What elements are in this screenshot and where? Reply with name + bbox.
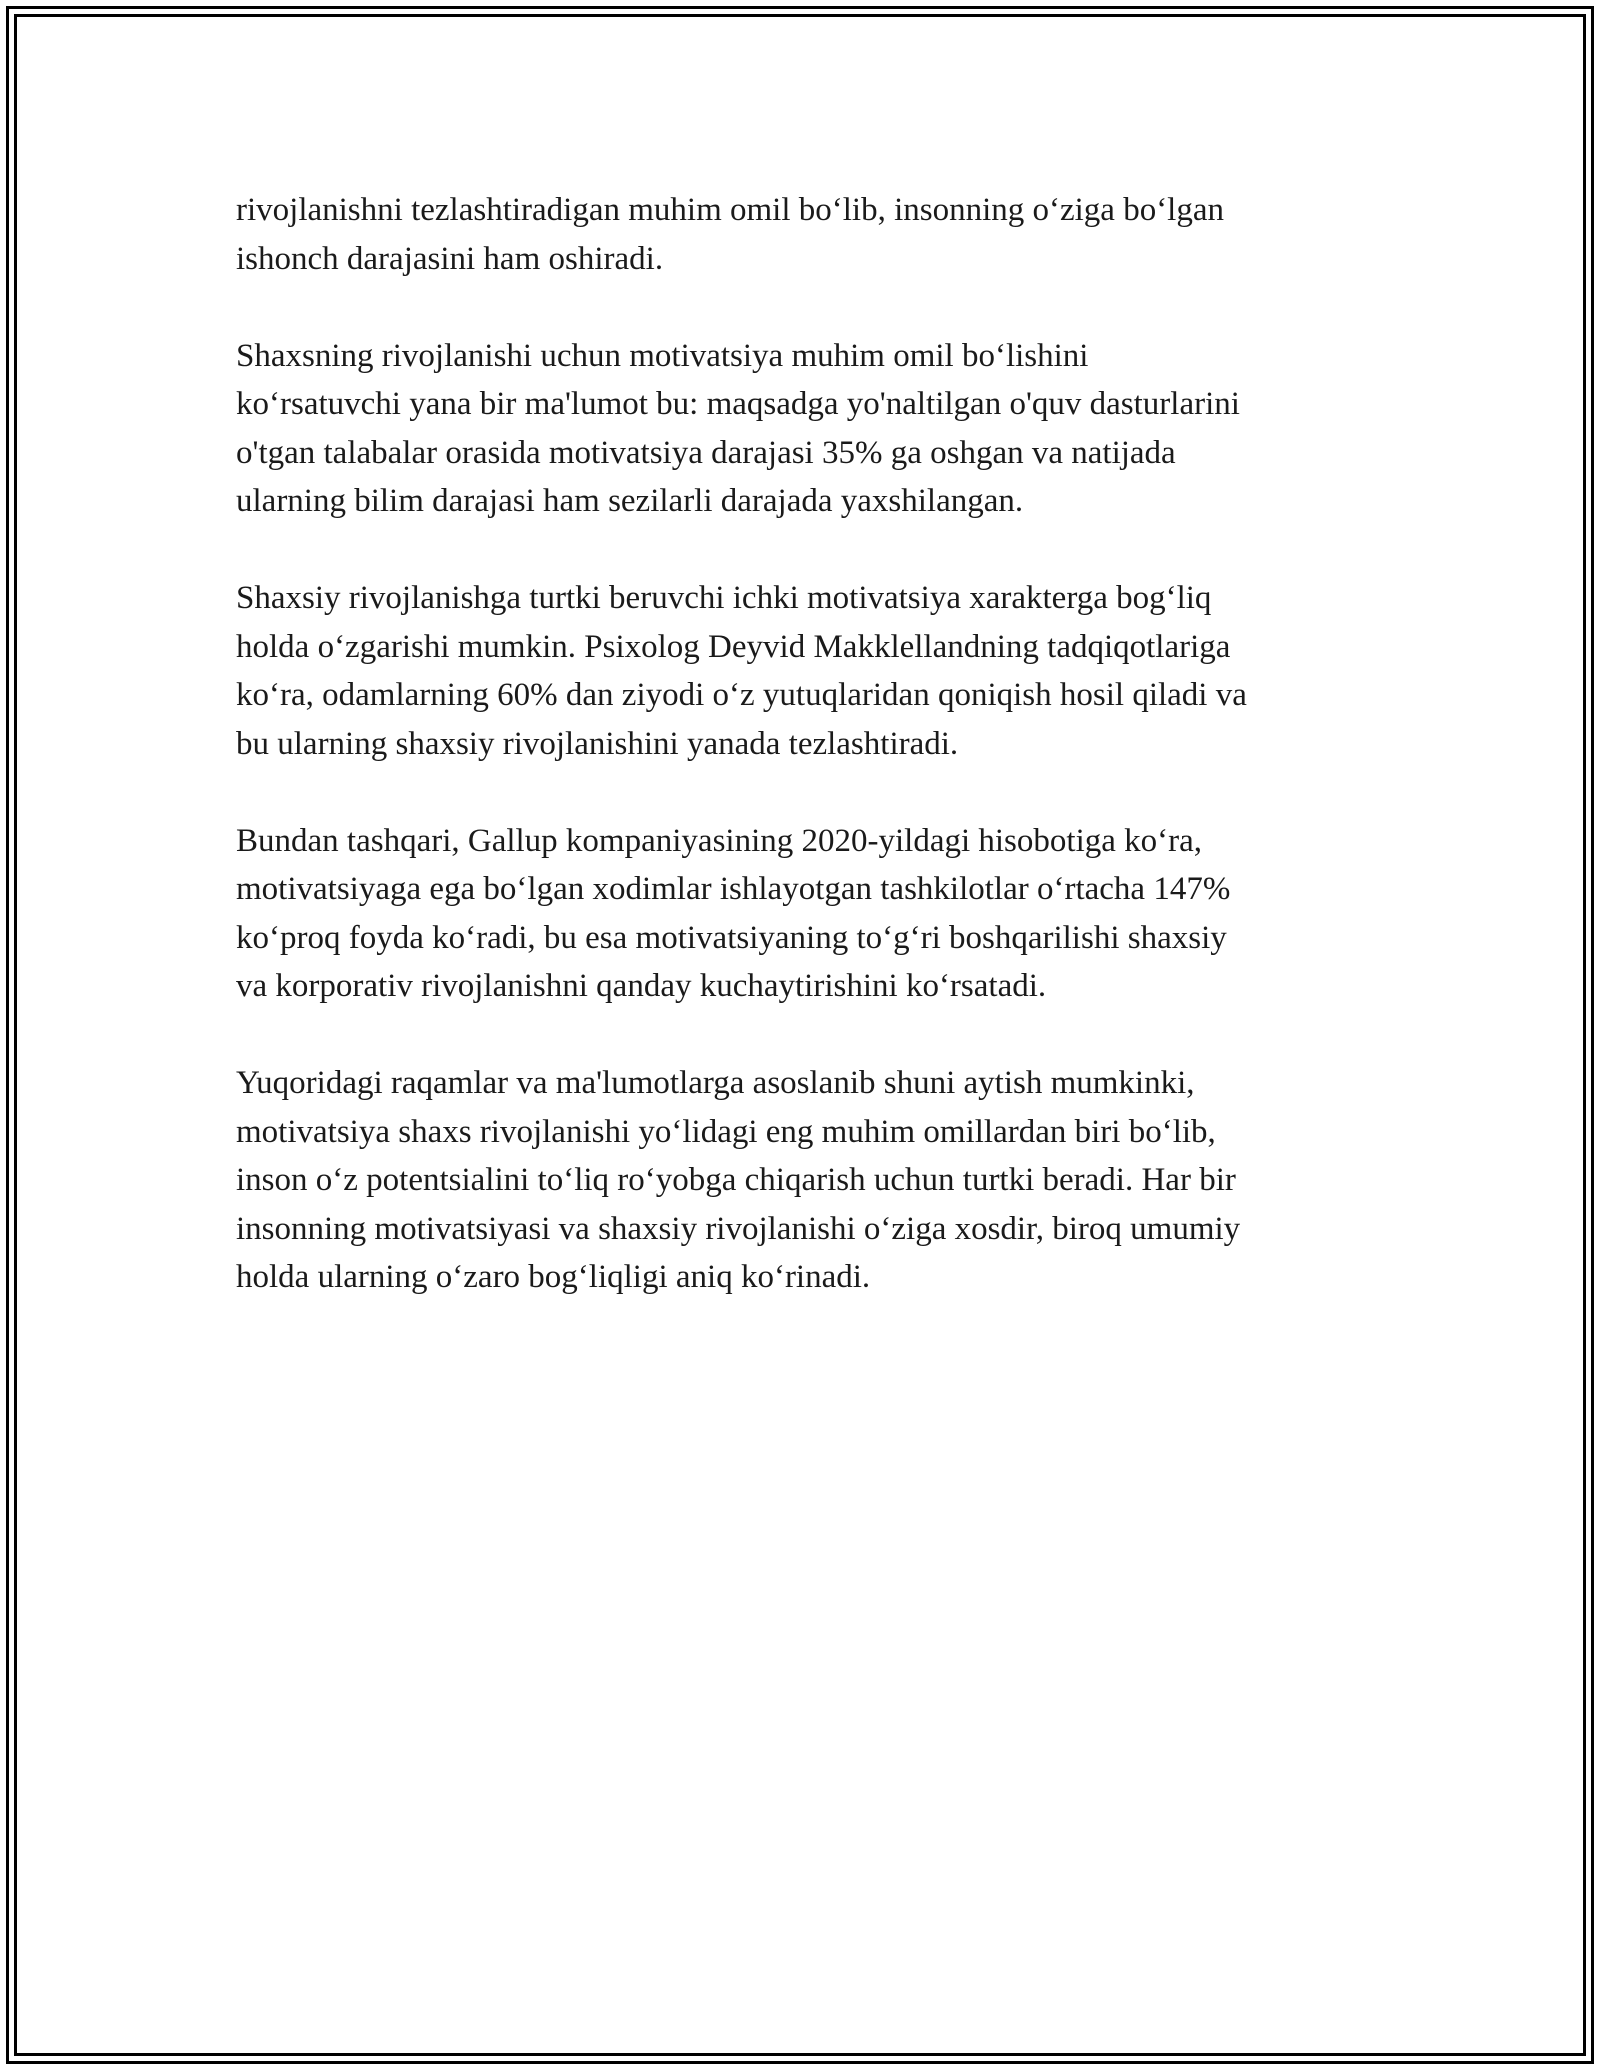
paragraph-line: Shaxsiy rivojlanishga turtki beruvchi ichki motivatsiya xarakterga bog‘liq bbox=[236, 580, 1212, 616]
paragraph-line: holda o‘zgarishi mumkin. Psixolog Deyvid Makklellandning tadqiqotlariga bbox=[236, 628, 1231, 665]
paragraph-line: Yuqoridagi raqamlar va ma'lumotlarga asoslanib shuni aytish mumkinki, bbox=[236, 1065, 1195, 1101]
document-body bbox=[236, 186, 1386, 1350]
paragraph-line: rivojlanishni tezlashtiradigan muhim omil bo‘lib, insonning o‘ziga bo‘lgan bbox=[236, 192, 1225, 228]
paragraph-4 bbox=[236, 817, 1386, 1011]
paragraph-line: ko‘ra, odamlarning 60% dan ziyodi o‘z yutuqlaridan qoniqish hosil qiladi va bbox=[236, 677, 1247, 713]
paragraph-line: o'tgan talabalar orasida motivatsiya darajasi 35% ga oshgan va natijada bbox=[236, 434, 1176, 471]
paragraph-line: ko‘rsatuvchi yana bir ma'lumot bu: maqsadga yo'naltilgan o'quv dasturlarini bbox=[236, 386, 1240, 422]
paragraph-line: ishonch darajasini ham oshiradi. bbox=[236, 240, 664, 277]
paragraph-line: bu ularning shaxsiy rivojlanishini yanada tezlashtiradi. bbox=[236, 725, 959, 762]
paragraph-3 bbox=[236, 574, 1386, 768]
paragraph-1 bbox=[236, 186, 1386, 283]
paragraph-line: ularning bilim darajasi ham sezilarli darajada yaxshilangan. bbox=[236, 483, 1024, 519]
paragraph-line: ko‘proq foyda ko‘radi, bu esa motivatsiyaning to‘g‘ri boshqarilishi shaxsiy bbox=[236, 919, 1227, 956]
paragraph-line: motivatsiyaga ega bo‘lgan xodimlar ishlayotgan tashkilotlar o‘rtacha 147% bbox=[236, 871, 1231, 907]
paragraph-2 bbox=[236, 332, 1386, 526]
paragraph-line: motivatsiya shaxs rivojlanishi yo‘lidagi eng muhim omillardan biri bo‘lib, bbox=[236, 1113, 1216, 1150]
paragraph-line: holda ularning o‘zaro bog‘liqligi aniq ko‘rinadi. bbox=[236, 1259, 871, 1295]
paragraph-5 bbox=[236, 1059, 1386, 1302]
paragraph-line: Bundan tashqari, Gallup kompaniyasining 2020-yildagi hisobotiga ko‘ra, bbox=[236, 822, 1203, 859]
paragraph-line: va korporativ rivojlanishni qanday kuchaytirishini ko‘rsatadi. bbox=[236, 968, 1047, 1004]
paragraph-line: inson o‘z potentsialini to‘liq ro‘yobga chiqarish uchun turtki beradi. Har bir bbox=[236, 1162, 1236, 1198]
paragraph-line: Shaxsning rivojlanishi uchun motivatsiya muhim omil bo‘lishini bbox=[236, 337, 1089, 374]
paragraph-line: insonning motivatsiyasi va shaxsiy rivojlanishi o‘ziga xosdir, biroq umumiy bbox=[236, 1210, 1241, 1247]
